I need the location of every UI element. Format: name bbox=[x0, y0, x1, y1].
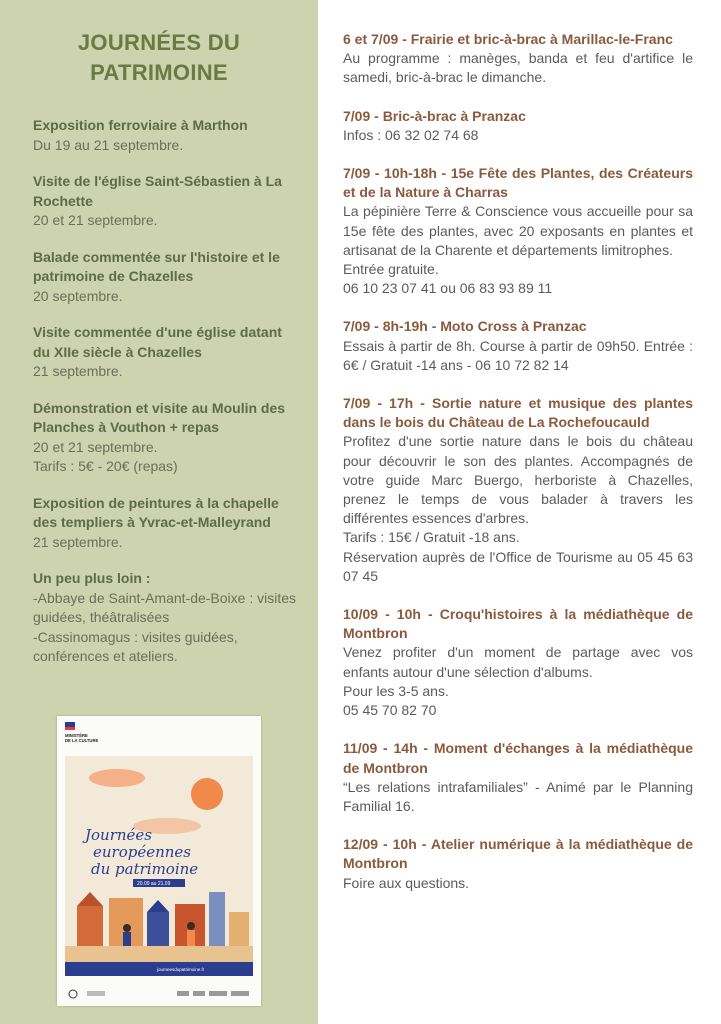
event-item bbox=[33, 323, 299, 382]
left-event-list bbox=[33, 116, 299, 684]
event-item bbox=[33, 116, 299, 155]
event-item bbox=[33, 399, 299, 477]
event-heading: 7/09 - Bric-à-brac à Pranzac bbox=[343, 107, 526, 124]
event-detail: Tarifs : 5€ - 20€ (repas) bbox=[33, 458, 178, 474]
event-heading: Exposition ferroviaire à Marthon bbox=[33, 117, 248, 133]
event-detail: Du 19 au 21 septembre. bbox=[33, 136, 184, 153]
event-detail: Infos : 06 32 02 74 68 bbox=[343, 126, 479, 143]
svg-text:journeesdupatrimoine.fr: journeesdupatrimoine.fr bbox=[157, 967, 205, 972]
event-detail: 20 et 21 septembre. bbox=[33, 212, 158, 228]
poster-image bbox=[57, 716, 261, 1006]
event-item bbox=[343, 107, 693, 145]
event-heading: 11/09 - 14h - Moment d'échanges à la médiathèque de Montbron bbox=[343, 740, 693, 776]
event-item bbox=[33, 172, 299, 231]
event-detail: 20 septembre. bbox=[33, 287, 123, 304]
event-detail: -Abbaye de Saint-Amant-de-Boixe : visites guidées, théâtralisées bbox=[33, 589, 297, 625]
event-detail: 06 10 23 07 41 ou 06 83 93 89 11 bbox=[343, 280, 553, 297]
event-heading: 12/09 - 10h - Atelier numérique à la médiathèque de Montbron bbox=[343, 836, 693, 872]
right-event-list bbox=[343, 30, 693, 912]
event-detail: Au programme : manèges, banda et feu d'artifice le samedi, bric-à-brac le dimanche. bbox=[343, 50, 693, 86]
event-detail: Pour les 3-5 ans. bbox=[343, 682, 449, 699]
event-heading: 7/09 - 10h-18h - 15e Fête des Plantes, des Créateurs et de la Nature à Charras bbox=[343, 165, 693, 201]
event-detail: Foire aux questions. bbox=[343, 874, 470, 891]
event-heading: 10/09 - 10h - Croqu'histoires à la médiathèque de Montbron bbox=[343, 606, 693, 642]
svg-text:20.09 au 21.09: 20.09 au 21.09 bbox=[137, 881, 171, 887]
event-detail: 21 septembre. bbox=[33, 363, 123, 379]
event-item bbox=[33, 248, 299, 307]
event-item bbox=[343, 164, 693, 298]
event-item bbox=[343, 30, 693, 88]
event-detail: Venez profiter d'un moment de partage avec vos enfants autour d'une sélection d'albums. bbox=[343, 644, 693, 680]
event-heading: Balade commentée sur l'histoire et le patrimoine de Chazelles bbox=[33, 248, 280, 284]
event-heading: 7/09 - 17h - Sortie nature et musique des plantes dans le bois du Château de La Rochefoucauld bbox=[343, 395, 693, 431]
event-item bbox=[343, 739, 693, 816]
event-heading: 7/09 - 8h-19h - Moto Cross à Pranzac bbox=[343, 318, 587, 335]
event-heading: 6 et 7/09 - Frairie et bric-à-brac à Marillac-le-Franc bbox=[343, 31, 673, 47]
event-detail: “Les relations intrafamiliales” - Animé par le Planning Familial 16. bbox=[343, 778, 693, 814]
event-detail: Réservation auprès de l'Office de Tourisme au 05 45 63 07 45 bbox=[343, 548, 693, 584]
left-column bbox=[0, 0, 318, 1024]
svg-text:Journées: Journées bbox=[85, 826, 152, 844]
event-heading: Démonstration et visite au Moulin des Planches à Vouthon + repas bbox=[33, 399, 286, 435]
event-detail: 05 45 70 82 70 bbox=[343, 702, 437, 719]
event-detail: 21 septembre. bbox=[33, 533, 123, 550]
svg-text:MINISTÈRE: MINISTÈRE bbox=[65, 733, 88, 738]
svg-text:européennes: européennes bbox=[93, 843, 191, 861]
event-item bbox=[33, 494, 299, 553]
event-detail: Entrée gratuite. bbox=[343, 261, 439, 278]
event-detail: 20 et 21 septembre. bbox=[33, 438, 158, 455]
event-item bbox=[33, 569, 299, 667]
svg-text:du patrimoine: du patrimoine bbox=[91, 860, 199, 878]
event-item bbox=[343, 317, 693, 375]
event-heading: Visite commentée d'une église datant du XIIe siècle à Chazelles bbox=[33, 324, 282, 360]
event-item bbox=[343, 605, 693, 720]
event-detail: Profitez d'une sortie nature dans le bois du château pour découvrir le son des plantes. Accompagnés de votre guide Marc Buergo, herboriste à Chazelles, prenez le temps de vous balader à travers les différentes essences d'arbres. bbox=[343, 433, 693, 527]
svg-text:DE LA CULTURE: DE LA CULTURE bbox=[65, 738, 99, 743]
event-detail: La pépinière Terre & Conscience vous accueille pour sa 15e fête des plantes, avec 20 exposants en plantes et artisanat de la Charente et départements limitrophes. bbox=[343, 203, 693, 258]
event-heading: Exposition de peintures à la chapelle des templiers à Yvrac-et-Malleyrand bbox=[33, 494, 279, 530]
event-heading: Un peu plus loin : bbox=[33, 570, 151, 586]
event-detail: Essais à partir de 8h. Course à partir de 09h50. Entrée : 6€ / Gratuit -14 ans - 06 10 72 82 14 bbox=[343, 337, 693, 373]
event-item bbox=[343, 835, 693, 893]
event-detail: Tarifs : 15€ / Gratuit -18 ans. bbox=[343, 529, 520, 546]
event-item bbox=[343, 394, 693, 586]
page-title: JOURNÉES DU PATRIMOINE bbox=[77, 30, 241, 85]
event-heading: Visite de l'église Saint-Sébastien à La Rochette bbox=[33, 173, 282, 209]
event-detail: -Cassinomagus : visites guidées, conférences et ateliers. bbox=[33, 628, 238, 664]
